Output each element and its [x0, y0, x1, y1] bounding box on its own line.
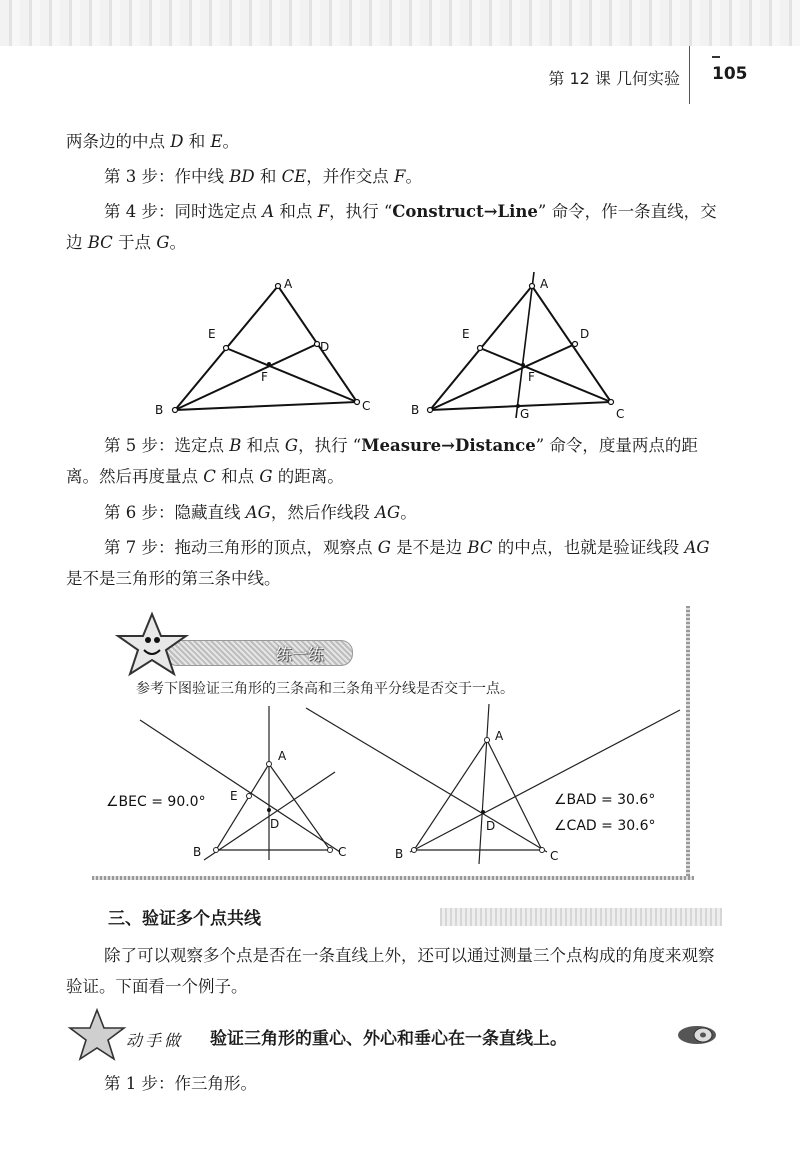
activity-label: 动手做 — [126, 1031, 184, 1050]
bis-label-c: C — [550, 849, 559, 863]
bis-point-d — [481, 810, 485, 814]
bis-point-b — [412, 848, 417, 853]
bis-point-a — [485, 738, 490, 743]
bis-label-a: A — [495, 729, 504, 743]
paragraph-continuation: 两条边的中点 D 和 E。 — [66, 132, 240, 151]
label-a-right: A — [540, 277, 549, 291]
label-b-left: B — [155, 403, 164, 417]
activity-title: 验证三角形的重心、外心和垂心在一条直线上。 — [210, 1029, 567, 1049]
alt-point-c — [328, 848, 333, 853]
alt-point-d — [267, 808, 271, 812]
label-f-left: F — [261, 370, 268, 384]
step-5: 第 5 步：选定点 B 和点 G，执行 “Measure→Distance” 命令，度量两点的距离。然后再度量点 C 和点 G 的距离。 — [66, 436, 698, 486]
label-g-right: G — [520, 407, 530, 420]
point-f-right — [521, 363, 525, 367]
alt-label-a: A — [278, 749, 287, 763]
label-c-right: C — [616, 407, 625, 420]
step-4: 第 4 步：同时选定点 A 和点 F，执行 “Construct→Line” 命令，作一条直线，交边 BC 于点 G。 — [66, 202, 717, 252]
practice-badge: 练一练 — [165, 640, 353, 666]
altitude-c — [140, 720, 340, 852]
label-e-left: E — [208, 327, 216, 341]
label-a-left: A — [284, 277, 293, 291]
point-c-right — [609, 400, 614, 405]
point-c-left — [355, 400, 360, 405]
point-a-left — [276, 284, 281, 289]
practice-figures — [92, 702, 686, 874]
practice-box-right-border — [686, 606, 690, 876]
point-d-right — [573, 342, 578, 347]
bis-label-d: D — [486, 819, 496, 833]
step-6: 第 6 步：隐藏直线 AG，然后作线段 AG。 — [104, 503, 417, 522]
label-d-right: D — [580, 327, 590, 341]
bis-point-c — [540, 848, 545, 853]
alt-point-e — [247, 794, 252, 799]
figure-right-line-ag — [430, 272, 611, 418]
star-handwork-icon — [66, 1008, 128, 1062]
practice-instruction: 参考下图验证三角形的三条高和三条角平分线是否交于一点。 — [136, 681, 514, 697]
step-1-next: 第 1 步：作三角形。 — [104, 1074, 257, 1093]
label-e-right: E — [462, 327, 470, 341]
point-a-right — [530, 284, 535, 289]
alt-label-b: B — [193, 845, 202, 859]
star-mascot-icon — [110, 610, 194, 678]
header-divider — [689, 46, 690, 104]
point-e-right — [478, 346, 483, 351]
alt-label-d: D — [270, 817, 280, 831]
page-header — [0, 62, 800, 102]
figure-altitudes — [140, 706, 340, 860]
page-number: 105 — [712, 64, 748, 84]
figure-left-medians — [175, 286, 357, 410]
label-b-right: B — [411, 403, 420, 417]
section-title: 三、验证多个点共线 — [108, 909, 261, 929]
header-dash — [712, 56, 720, 58]
bisector-a — [479, 704, 489, 864]
alt-label-e: E — [230, 789, 238, 803]
measure-angle-bad: ∠BAD = 30.6° — [554, 792, 656, 808]
measure-angle-cad: ∠CAD = 30.6° — [554, 818, 656, 834]
section-body: 除了可以观察多个点是否在一条直线上外，还可以通过测量三个点构成的角度来观察验证。下面看一个例子。 — [66, 946, 715, 996]
measure-angle-bec: ∠BEC = 90.0° — [106, 794, 206, 810]
figure-median-construction — [150, 268, 650, 420]
label-f-right: F — [528, 370, 535, 384]
median-bd-right — [430, 344, 575, 410]
median-ce-right — [480, 348, 611, 402]
point-e-left — [224, 346, 229, 351]
label-d-left: D — [320, 340, 330, 354]
step-7: 第 7 步：拖动三角形的顶点，观察点 G 是不是边 BC 的中点，也就是验证线段 AG 是不是三角形的第三条中线。 — [66, 538, 710, 588]
point-b-left — [173, 408, 178, 413]
triangle-bisectors — [414, 740, 542, 850]
figure-bisectors — [306, 704, 680, 864]
alt-label-c: C — [338, 845, 347, 859]
practice-box — [92, 606, 690, 876]
section-title-band — [440, 908, 722, 926]
point-d-left — [315, 342, 320, 347]
alt-point-a — [267, 762, 272, 767]
point-b-right — [428, 408, 433, 413]
bis-label-b: B — [395, 847, 404, 861]
disc-icon — [676, 1024, 718, 1046]
step-3: 第 3 步：作中线 BD 和 CE，并作交点 F。 — [104, 167, 422, 186]
label-c-left: C — [362, 399, 371, 413]
top-decorative-band — [0, 0, 800, 46]
triangle-altitudes — [216, 764, 330, 850]
alt-point-b — [214, 848, 219, 853]
practice-box-bottom-border — [92, 876, 694, 880]
lesson-title: 第 12 课 几何实验 — [548, 69, 680, 88]
point-f-left — [267, 362, 271, 366]
